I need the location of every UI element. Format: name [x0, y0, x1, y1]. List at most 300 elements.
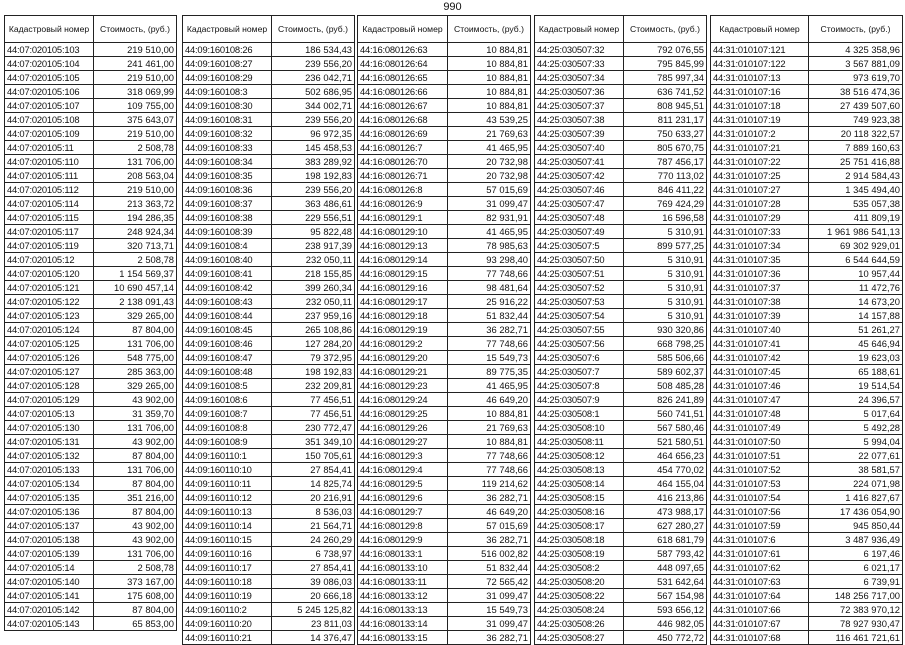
table-row	[358, 617, 531, 631]
table-row	[535, 323, 707, 337]
table-row	[358, 253, 531, 267]
table-row	[535, 71, 707, 85]
cost-cell: 82 931,91	[448, 211, 531, 225]
table-row	[183, 281, 355, 295]
cadastral-number-cell: 44:31:010107:53	[711, 477, 809, 491]
cadastral-number-cell: 44:09:160108:39	[183, 225, 272, 239]
cost-cell: 219 510,00	[94, 127, 177, 141]
cadastral-number-cell: 44:07:020105:107	[5, 99, 94, 113]
cadastral-number-cell: 44:07:020105:139	[5, 547, 94, 561]
table-row	[358, 393, 531, 407]
cadastral-number-cell: 44:09:160108:5	[183, 379, 272, 393]
cost-cell: 150 705,61	[272, 449, 355, 463]
cadastral-number-cell: 44:25:030507:33	[535, 57, 624, 71]
table-row	[5, 589, 177, 603]
cost-cell: 17 436 054,90	[809, 505, 903, 519]
cadastral-number-cell: 44:07:020105:142	[5, 603, 94, 617]
header-cost: Стоимость, (руб.)	[624, 16, 707, 43]
table-row	[5, 57, 177, 71]
cadastral-number-cell: 44:07:020105:126	[5, 351, 94, 365]
table-row	[183, 85, 355, 99]
cadastral-number-cell: 44:09:160108:43	[183, 295, 272, 309]
cadastral-table-4	[534, 15, 707, 645]
cadastral-number-cell: 44:25:030508:2	[535, 561, 624, 575]
header-cadastral-number: Кадастровый номер	[183, 16, 272, 43]
cadastral-number-cell: 44:09:160108:47	[183, 351, 272, 365]
table-row	[711, 491, 903, 505]
table-row	[535, 589, 707, 603]
cadastral-number-cell: 44:25:030507:41	[535, 155, 624, 169]
table-row	[535, 533, 707, 547]
cadastral-number-cell: 44:25:030507:42	[535, 169, 624, 183]
table-row	[183, 99, 355, 113]
cadastral-number-cell: 44:25:030508:18	[535, 533, 624, 547]
table-row	[358, 281, 531, 295]
cost-cell: 31 099,47	[448, 197, 531, 211]
cost-cell: 5 310,91	[624, 253, 707, 267]
cost-cell: 45 646,94	[809, 337, 903, 351]
table-row	[5, 379, 177, 393]
cadastral-number-cell: 44:25:030508:16	[535, 505, 624, 519]
cadastral-number-cell: 44:16:080129:3	[358, 449, 448, 463]
table-row	[711, 477, 903, 491]
cadastral-number-cell: 44:16:080126:70	[358, 155, 448, 169]
cost-cell: 769 424,29	[624, 197, 707, 211]
table-row	[358, 477, 531, 491]
table-row	[535, 631, 707, 645]
table-row	[358, 603, 531, 617]
cost-cell: 46 649,20	[448, 393, 531, 407]
cost-cell: 6 739,91	[809, 575, 903, 589]
table-row	[183, 603, 355, 617]
cadastral-number-cell: 44:31:010107:34	[711, 239, 809, 253]
cadastral-number-cell: 44:31:010107:33	[711, 225, 809, 239]
cadastral-number-cell: 44:31:010107:41	[711, 337, 809, 351]
cadastral-number-cell: 44:07:020105:125	[5, 337, 94, 351]
cadastral-number-cell: 44:09:160108:44	[183, 309, 272, 323]
cost-cell: 383 289,92	[272, 155, 355, 169]
cadastral-number-cell: 44:16:080129:5	[358, 477, 448, 491]
table-row	[358, 239, 531, 253]
table-row	[535, 463, 707, 477]
cost-cell: 87 804,00	[94, 323, 177, 337]
cost-cell: 131 706,00	[94, 421, 177, 435]
cost-cell: 78 927 930,47	[809, 617, 903, 631]
table-row	[358, 267, 531, 281]
cadastral-number-cell: 44:25:030507:53	[535, 295, 624, 309]
cadastral-number-cell: 44:31:010107:122	[711, 57, 809, 71]
cadastral-number-cell: 44:31:010107:68	[711, 631, 809, 645]
cost-cell: 20 216,91	[272, 491, 355, 505]
cost-cell: 2 508,78	[94, 561, 177, 575]
cost-cell: 15 549,73	[448, 603, 531, 617]
cost-cell: 411 809,19	[809, 211, 903, 225]
cadastral-number-cell: 44:25:030507:56	[535, 337, 624, 351]
table-row	[711, 253, 903, 267]
table-row	[358, 435, 531, 449]
table-row	[183, 617, 355, 631]
cost-cell: 11 472,76	[809, 281, 903, 295]
table-row	[358, 183, 531, 197]
cost-cell: 219 510,00	[94, 183, 177, 197]
cadastral-number-cell: 44:25:030507:40	[535, 141, 624, 155]
cadastral-number-cell: 44:07:020105:140	[5, 575, 94, 589]
table-row	[535, 253, 707, 267]
cadastral-number-cell: 44:16:080129:2	[358, 337, 448, 351]
cadastral-number-cell: 44:31:010107:45	[711, 365, 809, 379]
cadastral-number-cell: 44:31:010107:37	[711, 281, 809, 295]
table-row	[711, 519, 903, 533]
cadastral-number-cell: 44:09:160110:18	[183, 575, 272, 589]
cost-cell: 19 514,54	[809, 379, 903, 393]
table-row	[358, 491, 531, 505]
cost-cell: 145 458,53	[272, 141, 355, 155]
table-row	[183, 155, 355, 169]
table-row	[5, 211, 177, 225]
table-row	[358, 309, 531, 323]
cost-cell: 31 359,70	[94, 407, 177, 421]
table-row	[711, 141, 903, 155]
cost-cell: 930 320,86	[624, 323, 707, 337]
table-header-row	[711, 16, 903, 43]
table-row	[183, 463, 355, 477]
table-row	[711, 211, 903, 225]
cadastral-number-cell: 44:25:030508:27	[535, 631, 624, 645]
table-row	[183, 365, 355, 379]
cost-cell: 148 256 717,00	[809, 589, 903, 603]
cost-cell: 127 284,20	[272, 337, 355, 351]
table-row	[711, 197, 903, 211]
table-row	[183, 393, 355, 407]
cadastral-number-cell: 44:31:010107:59	[711, 519, 809, 533]
table-row	[183, 141, 355, 155]
table-row	[5, 267, 177, 281]
table-row	[711, 337, 903, 351]
cadastral-number-cell: 44:25:030508:10	[535, 421, 624, 435]
cadastral-number-cell: 44:16:080129:26	[358, 421, 448, 435]
cadastral-number-cell: 44:25:030508:13	[535, 463, 624, 477]
cadastral-number-cell: 44:25:030507:38	[535, 113, 624, 127]
cost-cell: 20 732,98	[448, 169, 531, 183]
table-row	[711, 631, 903, 645]
cost-cell: 508 485,28	[624, 379, 707, 393]
cost-cell: 24 396,57	[809, 393, 903, 407]
cadastral-number-cell: 44:16:080126:68	[358, 113, 448, 127]
table-row	[5, 99, 177, 113]
cost-cell: 219 510,00	[94, 43, 177, 57]
cost-cell: 14 673,20	[809, 295, 903, 309]
cadastral-number-cell: 44:31:010107:50	[711, 435, 809, 449]
cost-cell: 21 564,71	[272, 519, 355, 533]
cost-cell: 194 286,35	[94, 211, 177, 225]
cost-cell: 36 282,71	[448, 631, 531, 645]
table-row	[183, 589, 355, 603]
cost-cell: 41 465,95	[448, 141, 531, 155]
cadastral-number-cell: 44:09:160108:35	[183, 169, 272, 183]
cost-cell: 811 231,17	[624, 113, 707, 127]
cadastral-number-cell: 44:16:080129:17	[358, 295, 448, 309]
cost-cell: 329 265,00	[94, 379, 177, 393]
table-row	[535, 43, 707, 57]
cadastral-number-cell: 44:09:160110:13	[183, 505, 272, 519]
cost-cell: 19 623,03	[809, 351, 903, 365]
cadastral-number-cell: 44:25:030507:7	[535, 365, 624, 379]
table-row	[535, 211, 707, 225]
table-row	[183, 43, 355, 57]
cost-cell: 96 972,35	[272, 127, 355, 141]
cost-cell: 241 461,00	[94, 57, 177, 71]
table-row	[535, 561, 707, 575]
cadastral-number-cell: 44:31:010107:61	[711, 547, 809, 561]
cadastral-number-cell: 44:16:080129:23	[358, 379, 448, 393]
table-row	[535, 183, 707, 197]
cost-cell: 5 310,91	[624, 267, 707, 281]
cadastral-number-cell: 44:16:080129:18	[358, 309, 448, 323]
cadastral-number-cell: 44:31:010107:66	[711, 603, 809, 617]
cost-cell: 224 071,98	[809, 477, 903, 491]
cadastral-number-cell: 44:16:080126:8	[358, 183, 448, 197]
table-row	[5, 85, 177, 99]
cadastral-number-cell: 44:25:030507:46	[535, 183, 624, 197]
cadastral-number-cell: 44:09:160110:16	[183, 547, 272, 561]
table-row	[358, 211, 531, 225]
cadastral-number-cell: 44:31:010107:52	[711, 463, 809, 477]
cost-cell: 627 280,27	[624, 519, 707, 533]
cadastral-number-cell: 44:16:080129:6	[358, 491, 448, 505]
cost-cell: 43 902,00	[94, 519, 177, 533]
table-row	[5, 281, 177, 295]
cadastral-number-cell: 44:31:010107:46	[711, 379, 809, 393]
cadastral-number-cell: 44:07:020105:111	[5, 169, 94, 183]
table-row	[711, 43, 903, 57]
cost-cell: 464 155,04	[624, 477, 707, 491]
table-row	[535, 365, 707, 379]
cadastral-number-cell: 44:31:010107:2	[711, 127, 809, 141]
cost-cell: 6 021,17	[809, 561, 903, 575]
cost-cell: 78 985,63	[448, 239, 531, 253]
cost-cell: 79 372,95	[272, 351, 355, 365]
cost-cell: 87 804,00	[94, 477, 177, 491]
cost-cell: 593 656,12	[624, 603, 707, 617]
header-cadastral-number: Кадастровый номер	[535, 16, 624, 43]
table-row	[5, 323, 177, 337]
cadastral-number-cell: 44:07:020105:12	[5, 253, 94, 267]
cost-cell: 20 118 322,57	[809, 127, 903, 141]
cadastral-number-cell: 44:31:010107:47	[711, 393, 809, 407]
cost-cell: 618 681,79	[624, 533, 707, 547]
cost-cell: 239 556,20	[272, 183, 355, 197]
cost-cell: 98 481,64	[448, 281, 531, 295]
table-row	[711, 295, 903, 309]
cadastral-number-cell: 44:31:010107:22	[711, 155, 809, 169]
table-row	[535, 449, 707, 463]
cost-cell: 6 544 644,59	[809, 253, 903, 267]
cadastral-number-cell: 44:16:080129:4	[358, 463, 448, 477]
cost-cell: 450 772,72	[624, 631, 707, 645]
cadastral-number-cell: 44:31:010107:48	[711, 407, 809, 421]
cost-cell: 344 002,71	[272, 99, 355, 113]
cost-cell: 198 192,83	[272, 169, 355, 183]
table-row	[711, 365, 903, 379]
table-row	[535, 267, 707, 281]
cadastral-number-cell: 44:31:010107:39	[711, 309, 809, 323]
cadastral-number-cell: 44:07:020105:11	[5, 141, 94, 155]
table-row	[711, 393, 903, 407]
table-row	[358, 365, 531, 379]
cadastral-number-cell: 44:25:030508:19	[535, 547, 624, 561]
cadastral-number-cell: 44:09:160108:4	[183, 239, 272, 253]
cost-cell: 5 017,64	[809, 407, 903, 421]
table-row	[5, 295, 177, 309]
table-row	[5, 547, 177, 561]
table-row	[358, 463, 531, 477]
table-row	[711, 603, 903, 617]
table-row	[5, 337, 177, 351]
cadastral-number-cell: 44:25:030508:1	[535, 407, 624, 421]
cadastral-number-cell: 44:31:010107:40	[711, 323, 809, 337]
table-row	[183, 113, 355, 127]
table-row	[183, 309, 355, 323]
cadastral-number-cell: 44:09:160108:42	[183, 281, 272, 295]
table-row	[5, 519, 177, 533]
cost-cell: 131 706,00	[94, 337, 177, 351]
cadastral-number-cell: 44:16:080129:13	[358, 239, 448, 253]
cadastral-number-cell: 44:09:160108:38	[183, 211, 272, 225]
cadastral-number-cell: 44:09:160110:10	[183, 463, 272, 477]
cadastral-number-cell: 44:25:030507:39	[535, 127, 624, 141]
table-row	[711, 561, 903, 575]
cost-cell: 72 565,42	[448, 575, 531, 589]
cost-cell: 502 686,95	[272, 85, 355, 99]
table-row	[711, 351, 903, 365]
cost-cell: 3 487 936,49	[809, 533, 903, 547]
cost-cell: 213 363,72	[94, 197, 177, 211]
table-row	[711, 449, 903, 463]
table-row	[711, 407, 903, 421]
cost-cell: 8 536,03	[272, 505, 355, 519]
cadastral-number-cell: 44:31:010107:42	[711, 351, 809, 365]
cadastral-number-cell: 44:09:160108:8	[183, 421, 272, 435]
cadastral-number-cell: 44:16:080126:9	[358, 197, 448, 211]
table-row	[358, 379, 531, 393]
cadastral-number-cell: 44:16:080126:67	[358, 99, 448, 113]
table-row	[183, 575, 355, 589]
cadastral-number-cell: 44:07:020105:123	[5, 309, 94, 323]
cadastral-number-cell: 44:09:160110:12	[183, 491, 272, 505]
cadastral-number-cell: 44:16:080129:20	[358, 351, 448, 365]
cadastral-number-cell: 44:09:160108:7	[183, 407, 272, 421]
cost-cell: 232 050,11	[272, 295, 355, 309]
table-row	[358, 57, 531, 71]
table-row	[711, 589, 903, 603]
cadastral-number-cell: 44:16:080129:7	[358, 505, 448, 519]
table-row	[535, 337, 707, 351]
cadastral-number-cell: 44:31:010107:38	[711, 295, 809, 309]
table-row	[711, 71, 903, 85]
table-row	[5, 449, 177, 463]
cost-cell: 10 884,81	[448, 407, 531, 421]
cadastral-number-cell: 44:25:030507:54	[535, 309, 624, 323]
cost-cell: 2 914 584,43	[809, 169, 903, 183]
table-header-row	[183, 16, 355, 43]
cadastral-number-cell: 44:16:080133:14	[358, 617, 448, 631]
cadastral-number-cell: 44:25:030507:51	[535, 267, 624, 281]
cadastral-number-cell: 44:07:020105:13	[5, 407, 94, 421]
cost-cell: 785 997,34	[624, 71, 707, 85]
table-row	[358, 99, 531, 113]
cost-cell: 87 804,00	[94, 505, 177, 519]
cost-cell: 473 988,17	[624, 505, 707, 519]
cost-cell: 973 619,70	[809, 71, 903, 85]
table-row	[535, 393, 707, 407]
cost-cell: 77 456,51	[272, 407, 355, 421]
cost-cell: 14 157,88	[809, 309, 903, 323]
cost-cell: 795 845,99	[624, 57, 707, 71]
cadastral-number-cell: 44:09:160108:32	[183, 127, 272, 141]
table-row	[358, 337, 531, 351]
cost-cell: 229 556,51	[272, 211, 355, 225]
cadastral-number-cell: 44:31:010107:121	[711, 43, 809, 57]
cost-cell: 237 959,16	[272, 309, 355, 323]
cadastral-number-cell: 44:09:160108:30	[183, 99, 272, 113]
table-row	[358, 519, 531, 533]
cost-cell: 89 775,35	[448, 365, 531, 379]
table-row	[358, 141, 531, 155]
cost-cell: 792 076,55	[624, 43, 707, 57]
cadastral-number-cell: 44:07:020105:105	[5, 71, 94, 85]
cadastral-number-cell: 44:31:010107:63	[711, 575, 809, 589]
table-row	[535, 197, 707, 211]
cost-cell: 6 738,97	[272, 547, 355, 561]
table-row	[5, 225, 177, 239]
cost-cell: 318 069,99	[94, 85, 177, 99]
cost-cell: 5 310,91	[624, 295, 707, 309]
cost-cell: 77 456,51	[272, 393, 355, 407]
cost-cell: 77 748,66	[448, 449, 531, 463]
table-row	[358, 323, 531, 337]
cost-cell: 65 853,00	[94, 617, 177, 631]
header-cost: Стоимость, (руб.)	[94, 16, 177, 43]
cadastral-table-1	[4, 15, 177, 631]
cadastral-number-cell: 44:31:010107:21	[711, 141, 809, 155]
cost-cell: 27 854,41	[272, 561, 355, 575]
cadastral-number-cell: 44:09:160110:14	[183, 519, 272, 533]
cost-cell: 43 539,25	[448, 113, 531, 127]
table-row	[535, 547, 707, 561]
cost-cell: 5 310,91	[624, 281, 707, 295]
cadastral-number-cell: 44:31:010107:67	[711, 617, 809, 631]
table-row	[183, 561, 355, 575]
cadastral-number-cell: 44:16:080129:1	[358, 211, 448, 225]
table-header-row	[358, 16, 531, 43]
cadastral-number-cell: 44:07:020105:109	[5, 127, 94, 141]
table-row	[183, 477, 355, 491]
table-row	[535, 281, 707, 295]
table-row	[183, 505, 355, 519]
cadastral-number-cell: 44:09:160108:41	[183, 267, 272, 281]
cadastral-number-cell: 44:25:030507:37	[535, 99, 624, 113]
table-row	[183, 519, 355, 533]
cost-cell: 69 302 929,01	[809, 239, 903, 253]
cost-cell: 77 748,66	[448, 337, 531, 351]
cadastral-number-cell: 44:07:020105:108	[5, 113, 94, 127]
table-row	[711, 547, 903, 561]
cadastral-number-cell: 44:09:160108:48	[183, 365, 272, 379]
cadastral-number-cell: 44:31:010107:28	[711, 197, 809, 211]
cadastral-number-cell: 44:16:080129:14	[358, 253, 448, 267]
cost-cell: 51 261,27	[809, 323, 903, 337]
table-row	[711, 113, 903, 127]
